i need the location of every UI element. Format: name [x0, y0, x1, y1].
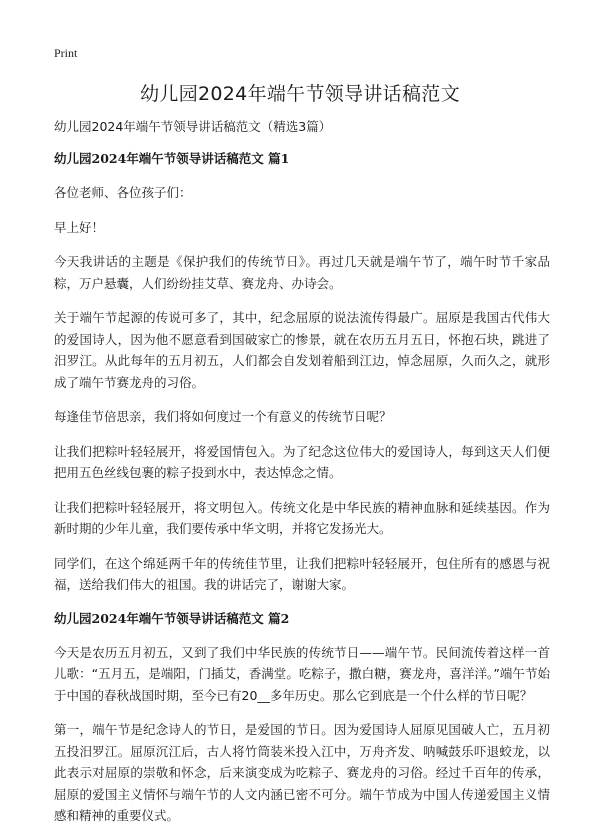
section-2	[54, 609, 550, 827]
paragraph: 让我们把粽叶轻轻展开，将文明包入。传统文化是中华民族的精神血脉和延续基因。作为新时期的少年儿童，我们要传承中华文明，并将它发扬光大。	[54, 499, 550, 536]
greeting: 早上好！	[54, 219, 105, 235]
paragraph: 今天是农历五月初五，又到了我们中华民族的传统节日——端午节。民间流传着这样一首儿歌：“五月五，是端阳，门插艾，香满堂。吃粽子，撒白糖，赛龙舟，喜洋洋。”端午节始于中国的春秋战国时期，至今已有20__多年历史。那么它到底是一个什么样的节日呢？	[54, 644, 550, 703]
section-1	[54, 149, 550, 596]
document-intro: 幼儿园2024年端午节领导讲话稿范文（精选3篇）	[54, 119, 332, 134]
paragraph: 每逢佳节倍思亲，我们将如何度过一个有意义的传统节日呢？	[54, 409, 392, 424]
page-title: 幼儿园2024年端午节领导讲话稿范文	[140, 83, 460, 105]
paragraph: 今天我讲话的主题是《保护我们的传统节日》。再过几天就是端午节了，端午时节千家品粽，万户悬囊，人们纷纷挂艾草、赛龙舟、办诗会。	[54, 254, 550, 291]
paragraph: 关于端午节起源的传说可多了，其中，纪念屈原的说法流传得最广。屈原是我国古代伟大的爱国诗人，因为他不愿意看到国破家亡的惨景，就在农历五月五日，怀抱石块，跳进了汨罗江。从此每年的五月初五，人们都会自发划着船到江边，悼念屈原，久而久之，就形成了端午节赛龙舟的习俗。	[54, 310, 550, 390]
section-heading: 幼儿园2024年端午节领导讲话稿范文 篇1	[54, 151, 290, 166]
print-link[interactable]: Print	[54, 46, 78, 60]
document-body	[54, 117, 550, 840]
section-heading: 幼儿园2024年端午节领导讲话稿范文 篇2	[54, 610, 290, 626]
paragraph: 让我们把粽叶轻轻展开，将爱国情包入。为了纪念这位伟大的爱国诗人，每到这天人们便把用五色丝线包裹的粽子投到水中，表达悼念之情。	[54, 443, 550, 480]
paragraph: 第一，端午节是纪念诗人的节日，是爱国的节日。因为爱国诗人屈原见国破人亡，五月初五投汨罗江。屈原沉江后，古人将竹筒装米投入江中，万舟齐发、呐喊鼓乐吓退蛟龙，以此表示对屈原的崇敬和怀念，后来演变成为吃粽子、赛龙舟的习俗。经过千百年的传承，屈原的爱国主义情怀与端午节的人文内涵已密不可分。端午节成为中国人传递爱国主义情感和精神的重要仪式。	[54, 722, 550, 823]
paragraph: 同学们，在这个绵延两千年的传统佳节里，让我们把粽叶轻轻展开，包住所有的感恩与祝福，送给我们伟大的祖国。我的讲话完了，谢谢大家。	[54, 555, 550, 592]
salutation: 各位老师、各位孩子们：	[54, 185, 192, 200]
